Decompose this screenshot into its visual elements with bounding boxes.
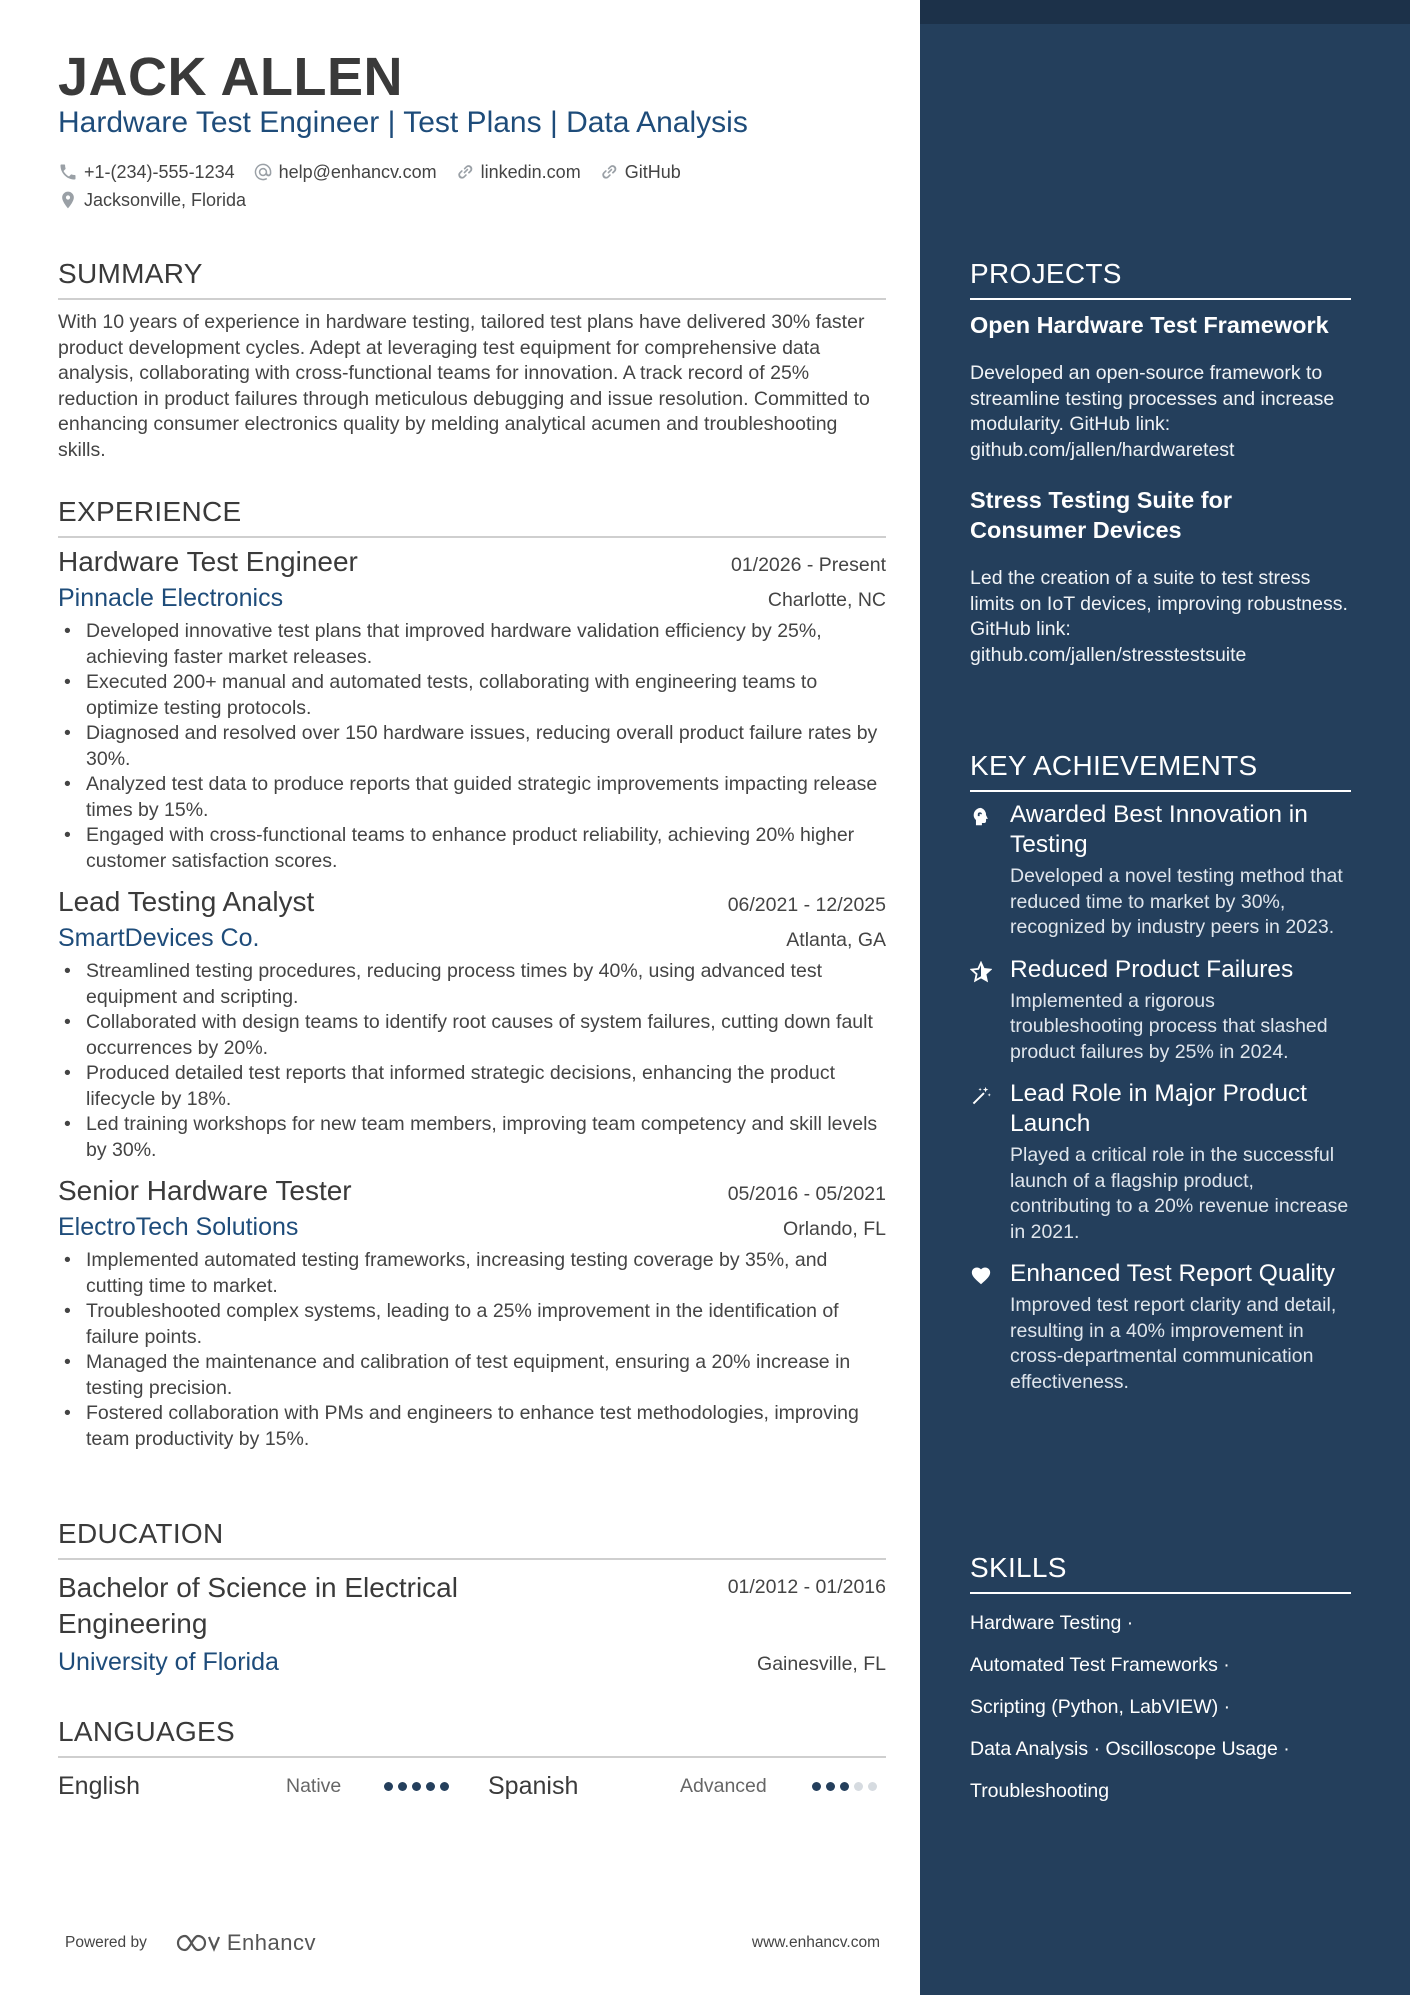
list-item: • Analyzed test data to produce reports that guided strategic improvements impacting release times by 15%.: [58, 772, 886, 823]
achievements-section: [970, 750, 1351, 1395]
section-heading: EXPERIENCE: [58, 496, 886, 538]
location-text: Jacksonville, Florida: [84, 189, 247, 210]
project-description: Developed an open-source framework to streamline testing processes and increase modularity. GitHub link: github.com/jallen/hardwaretest: [970, 362, 1335, 461]
list-item: • Developed innovative test plans that improved hardware validation efficiency by 25%, achieving faster market releases.: [58, 619, 886, 670]
github-item[interactable]: [599, 162, 681, 183]
website-link[interactable]: www.enhancv.com: [751, 1934, 880, 1951]
list-item: • Troubleshooted complex systems, leading to a 25% improvement in the identification of failure points.: [58, 1299, 886, 1350]
skill-item: Automated Test Frameworks: [970, 1654, 1218, 1676]
company-name: SmartDevices Co.: [58, 924, 260, 952]
achievement-item: [970, 955, 1351, 1066]
rating-dot: [826, 1782, 835, 1791]
rating-dot: [412, 1782, 421, 1791]
skill-item: Scripting (Python, LabVIEW): [970, 1696, 1219, 1718]
experience-section: [58, 496, 886, 1452]
skill-item: Troubleshooting: [970, 1780, 1110, 1802]
section-heading: SUMMARY: [58, 258, 886, 300]
skill-item: Hardware Testing: [970, 1612, 1122, 1634]
achievement-description: Developed a novel testing method that reduced time to market by 30%, recognized by industry peers in 2023.: [1010, 865, 1343, 938]
footer: [65, 1930, 880, 1956]
language-level: Advanced: [680, 1775, 767, 1797]
list-item: • Managed the maintenance and calibration of test equipment, ensuring a 20% increase in testing precision.: [58, 1350, 886, 1401]
school-location: Gainesville, FL: [757, 1653, 886, 1675]
rating-dot: [868, 1782, 877, 1791]
project-title: Stress Testing Suite for Consumer Devices: [970, 487, 1233, 543]
projects-section: [970, 258, 1351, 668]
section-heading: KEY ACHIEVEMENTS: [970, 750, 1351, 792]
education-section: [58, 1518, 886, 1677]
job-location: Orlando, FL: [783, 1218, 886, 1240]
project-title: Open Hardware Test Framework: [970, 312, 1329, 338]
section-heading: LANGUAGES: [58, 1716, 886, 1758]
list-item: • Engaged with cross-functional teams to enhance product reliability, achieving 20% higher customer satisfaction scores.: [58, 823, 886, 874]
achievement-title: Reduced Product Failures: [1010, 955, 1294, 983]
degree-title: Bachelor of Science in Electrical Engineering: [58, 1572, 458, 1639]
job-bullets: [58, 619, 886, 874]
language-level: Native: [286, 1775, 342, 1797]
section-heading: PROJECTS: [970, 258, 1351, 300]
achievement-item: [970, 1079, 1351, 1245]
summary-section: [58, 258, 886, 463]
list-item: • Implemented automated testing frameworks, increasing testing coverage by 35%, and cutting time to market.: [58, 1248, 886, 1299]
achievement-title: Enhanced Test Report Quality: [1010, 1260, 1336, 1287]
project-item: [970, 310, 1351, 463]
job-title: Lead Testing Analyst: [58, 886, 315, 917]
phone-item[interactable]: [58, 162, 235, 183]
location-pin-icon: [58, 190, 78, 210]
summary-text: With 10 years of experience in hardware testing, tailored test plans have delivered 30% faster product development cycles. Adept at leveraging test equipment for comprehensive data analysis, collaborating with cross-functional teams for innovation. A track record of 25% reduction in product failures through meticulous debugging and issue resolution. Committed to enhancing consumer electronics quality by melding analytical acumen and troubleshooting skills.: [58, 311, 870, 461]
brain-icon: [970, 806, 992, 828]
sidebar-top-band: [920, 0, 1410, 24]
job-location: Atlanta, GA: [786, 929, 886, 951]
powered-by-text: Powered by: [65, 1934, 147, 1951]
achievement-title: Awarded Best Innovation in Testing: [1010, 801, 1308, 858]
list-item: • Produced detailed test reports that informed strategic decisions, enhancing the product lifecycle by 18%.: [58, 1061, 886, 1112]
job-bullets: [58, 959, 886, 1163]
achievement-description: Played a critical role in the successful launch of a flagship product, contributing to a 20% revenue increase in 2021.: [1010, 1144, 1349, 1243]
phone-icon: [58, 162, 78, 182]
rating-dot: [840, 1782, 849, 1791]
rating-dot: [384, 1782, 393, 1791]
job-entry: [58, 546, 886, 874]
rating-dot: [440, 1782, 449, 1791]
link-icon: [599, 162, 619, 182]
rating-dot: [398, 1782, 407, 1791]
job-title: Senior Hardware Tester: [58, 1175, 352, 1206]
github-text: GitHub: [624, 161, 681, 182]
job-location: Charlotte, NC: [767, 589, 886, 611]
rating-dot: [854, 1782, 863, 1791]
location-item: [58, 190, 246, 211]
skills-section: [970, 1552, 1351, 1812]
magic-wand-icon: [970, 1085, 992, 1107]
contact-info: [58, 158, 888, 214]
section-heading: SKILLS: [970, 1552, 1351, 1594]
project-item: [970, 485, 1351, 668]
sidebar: [920, 0, 1410, 1995]
achievement-description: Implemented a rigorous troubleshooting process that slashed product failures by 25% in 2024.: [1010, 989, 1328, 1063]
company-name: Pinnacle Electronics: [58, 584, 284, 612]
job-dates: 06/2021 - 12/2025: [727, 894, 886, 916]
star-icon: [970, 961, 992, 983]
candidate-title: Hardware Test Engineer | Test Plans | Data Analysis: [58, 106, 748, 139]
heart-icon: [970, 1265, 992, 1287]
linkedin-text: linkedin.com: [480, 161, 581, 182]
language-rating: [812, 1782, 882, 1791]
candidate-name: JACK ALLEN: [58, 47, 404, 107]
language-name: English: [58, 1772, 140, 1800]
brand-name: Enhancv: [226, 1930, 316, 1955]
linkedin-item[interactable]: [455, 162, 581, 183]
language-rating: [384, 1782, 488, 1791]
job-entry: [58, 1175, 886, 1452]
phone-text: +1-(234)-555-1234: [84, 161, 235, 182]
skill-item: Data Analysis: [970, 1738, 1089, 1760]
job-dates: 05/2016 - 05/2021: [727, 1183, 886, 1205]
project-description: Led the creation of a suite to test stress limits on IoT devices, improving robustness. GitHub link: github.com/jallen/stresstestsuite: [970, 567, 1348, 666]
job-entry: [58, 886, 886, 1163]
list-item: • Fostered collaboration with PMs and engineers to enhance test methodologies, improving team productivity by 15%.: [58, 1401, 886, 1452]
job-dates: 01/2026 - Present: [730, 554, 886, 576]
achievement-item: [970, 1259, 1351, 1395]
languages-section: [58, 1716, 886, 1801]
language-name: Spanish: [488, 1772, 579, 1800]
at-icon: [253, 162, 273, 182]
skills-list: Hardware Testing · Automated Test Frameworks · Scripting (Python, LabVIEW) · Data Analysis · Oscilloscope Usage · Troubleshooting: [970, 1612, 1290, 1802]
skill-item: Oscilloscope Usage: [1105, 1738, 1278, 1760]
achievement-title: Lead Role in Major Product Launch: [1010, 1080, 1307, 1137]
job-bullets: [58, 1248, 886, 1452]
list-item: • Diagnosed and resolved over 150 hardware issues, reducing overall product failure rates by 30%.: [58, 721, 886, 772]
link-icon: [455, 162, 475, 182]
rating-dot: [812, 1782, 821, 1791]
school-name: University of Florida: [58, 1648, 279, 1676]
email-item[interactable]: [253, 162, 437, 183]
education-dates: 01/2012 - 01/2016: [727, 1576, 886, 1598]
job-title: Hardware Test Engineer: [58, 546, 358, 577]
list-item: • Executed 200+ manual and automated tests, collaborating with engineering teams to optimize testing protocols.: [58, 670, 886, 721]
company-name: ElectroTech Solutions: [58, 1213, 299, 1241]
list-item: • Streamlined testing procedures, reducing process times by 40%, using advanced test equipment and scripting.: [58, 959, 886, 1010]
brand: [65, 1930, 316, 1956]
email-text: help@enhancv.com: [278, 161, 437, 182]
section-heading: EDUCATION: [58, 1518, 886, 1560]
rating-dot: [426, 1782, 435, 1791]
list-item: • Led training workshops for new team members, improving team competency and skill levels by 30%.: [58, 1112, 886, 1163]
enhancv-logo-icon: [175, 1932, 221, 1954]
achievement-item: [970, 800, 1351, 941]
list-item: • Collaborated with design teams to identify root causes of system failures, cutting down fault occurrences by 20%.: [58, 1010, 886, 1061]
achievement-description: Improved test report clarity and detail, resulting in a 40% improvement in cross-departmental communication effectiveness.: [1010, 1294, 1337, 1393]
